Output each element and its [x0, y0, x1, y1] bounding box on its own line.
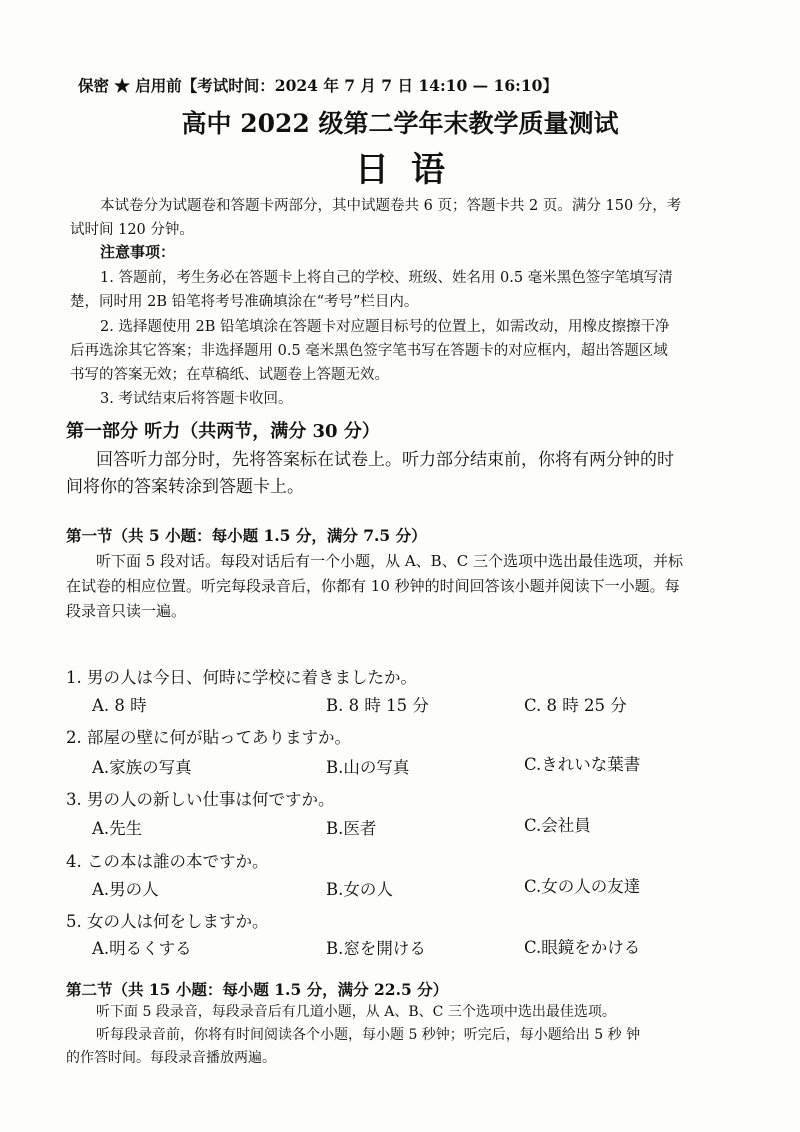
- question-1-option-b: B. 8 時 15 分: [326, 696, 429, 715]
- question-3-option-a: A.先生: [92, 819, 143, 838]
- question-5-option-c: C.眼鏡をかける: [524, 938, 641, 957]
- notice-item-1-line-1: 1. 答题前，考生务必在答题卡上将自己的学校、班级、姓名用 0.5 毫米黑色签字笔填写清: [100, 270, 673, 286]
- intro-line-1: 本试卷分为试题卷和答题卡两部分，其中试题卷共 6 页；答题卡共 2 页。满分 150 分，考: [100, 198, 682, 214]
- question-4-option-a: A.男の人: [92, 880, 159, 899]
- confidential-line: 保密 ★ 启用前【考试时间：2024 年 7 月 7 日 14:10 — 16:10】: [78, 76, 558, 95]
- section2-note-line-3: 的作答时间。每段录音播放两遍。: [66, 1050, 276, 1066]
- question-5-option-b: B.窓を開ける: [326, 939, 426, 958]
- section2-note-line-1: 听下面 5 段录音，每段录音后有几道小题，从 A、B、C 三个选项中选出最佳选项。: [96, 1004, 616, 1020]
- question-3: 3. 男の人の新しい仕事は何ですか。: [66, 790, 335, 809]
- question-2-option-b: B.山の写真: [326, 758, 410, 777]
- section1-note-line-2: 在试卷的相应位置。听完每段录音后，你都有 10 秒钟的时间回答该小题并阅读下一小题。每: [66, 577, 680, 595]
- question-2-option-a: A.家族の写真: [92, 758, 192, 777]
- part1-note-line-1: 回答听力部分时，先将答案标在试卷上。听力部分结束前，你将有两分钟的时: [96, 450, 674, 470]
- section1-heading: 第一节（共 5 小题：每小题 1.5 分，满分 7.5 分）: [66, 526, 427, 545]
- section1-note-line-3: 段录音只读一遍。: [66, 602, 187, 620]
- question-1: 1. 男の人は今日、何時に学校に着きましたか。: [66, 668, 417, 687]
- question-1-option-a: A. 8 時: [92, 696, 147, 715]
- question-4-option-b: B.女の人: [326, 880, 393, 899]
- question-3-option-c: C.会社員: [524, 816, 591, 835]
- question-2-option-c: C.きれいな葉書: [524, 755, 641, 774]
- question-1-option-c: C. 8 時 25 分: [524, 696, 627, 715]
- subject-title: 日语: [355, 150, 467, 190]
- question-4: 4. この本は誰の本ですか。: [66, 852, 269, 871]
- question-3-option-b: B.医者: [326, 819, 377, 838]
- question-5: 5. 女の人は何をしますか。: [66, 912, 269, 931]
- notice-item-2-line-3: 书写的答案无效；在草稿纸、试题卷上答题无效。: [70, 367, 389, 383]
- notice-heading: 注意事项：: [100, 243, 176, 261]
- section2-note-line-2: 听每段录音前，你将有时间阅读各个小题，每小题 5 秒钟；听完后，每小题给出 5 秒 钟: [96, 1027, 641, 1043]
- section2-heading: 第二节（共 15 小题：每小题 1.5 分，满分 22.5 分）: [66, 980, 449, 999]
- section1-note-line-1: 听下面 5 段对话。每段对话后有一个小题，从 A、B、C 三个选项中选出最佳选项，并标: [96, 552, 683, 570]
- exam-title: 高中 2022 级第二学年末教学质量测试: [181, 109, 619, 138]
- question-4-option-c: C.女の人の友達: [524, 877, 641, 896]
- intro-line-2: 试时间 120 分钟。: [70, 222, 194, 238]
- question-5-option-a: A.明るくする: [92, 939, 192, 958]
- part1-heading: 第一部分 听力（共两节，满分 30 分）: [66, 421, 380, 442]
- part1-note-line-2: 间将你的答案转涂到答题卡上。: [66, 477, 304, 497]
- notice-item-2-line-1: 2. 选择题使用 2B 铅笔填涂在答题卡对应题目标号的位置上，如需改动，用橡皮擦擦干净: [100, 319, 670, 335]
- notice-item-1-line-2: 楚，同时用 2B 铅笔将考号准确填涂在“考号”栏目内。: [70, 294, 419, 310]
- notice-item-3-line-1: 3. 考试结束后将答题卡收回。: [100, 391, 293, 407]
- notice-item-2-line-2: 后再选涂其它答案；非选择题用 0.5 毫米黑色签字笔书写在答题卡的对应框内，超出答题区域: [70, 343, 668, 359]
- question-2: 2. 部屋の壁に何が貼ってありますか。: [66, 728, 351, 747]
